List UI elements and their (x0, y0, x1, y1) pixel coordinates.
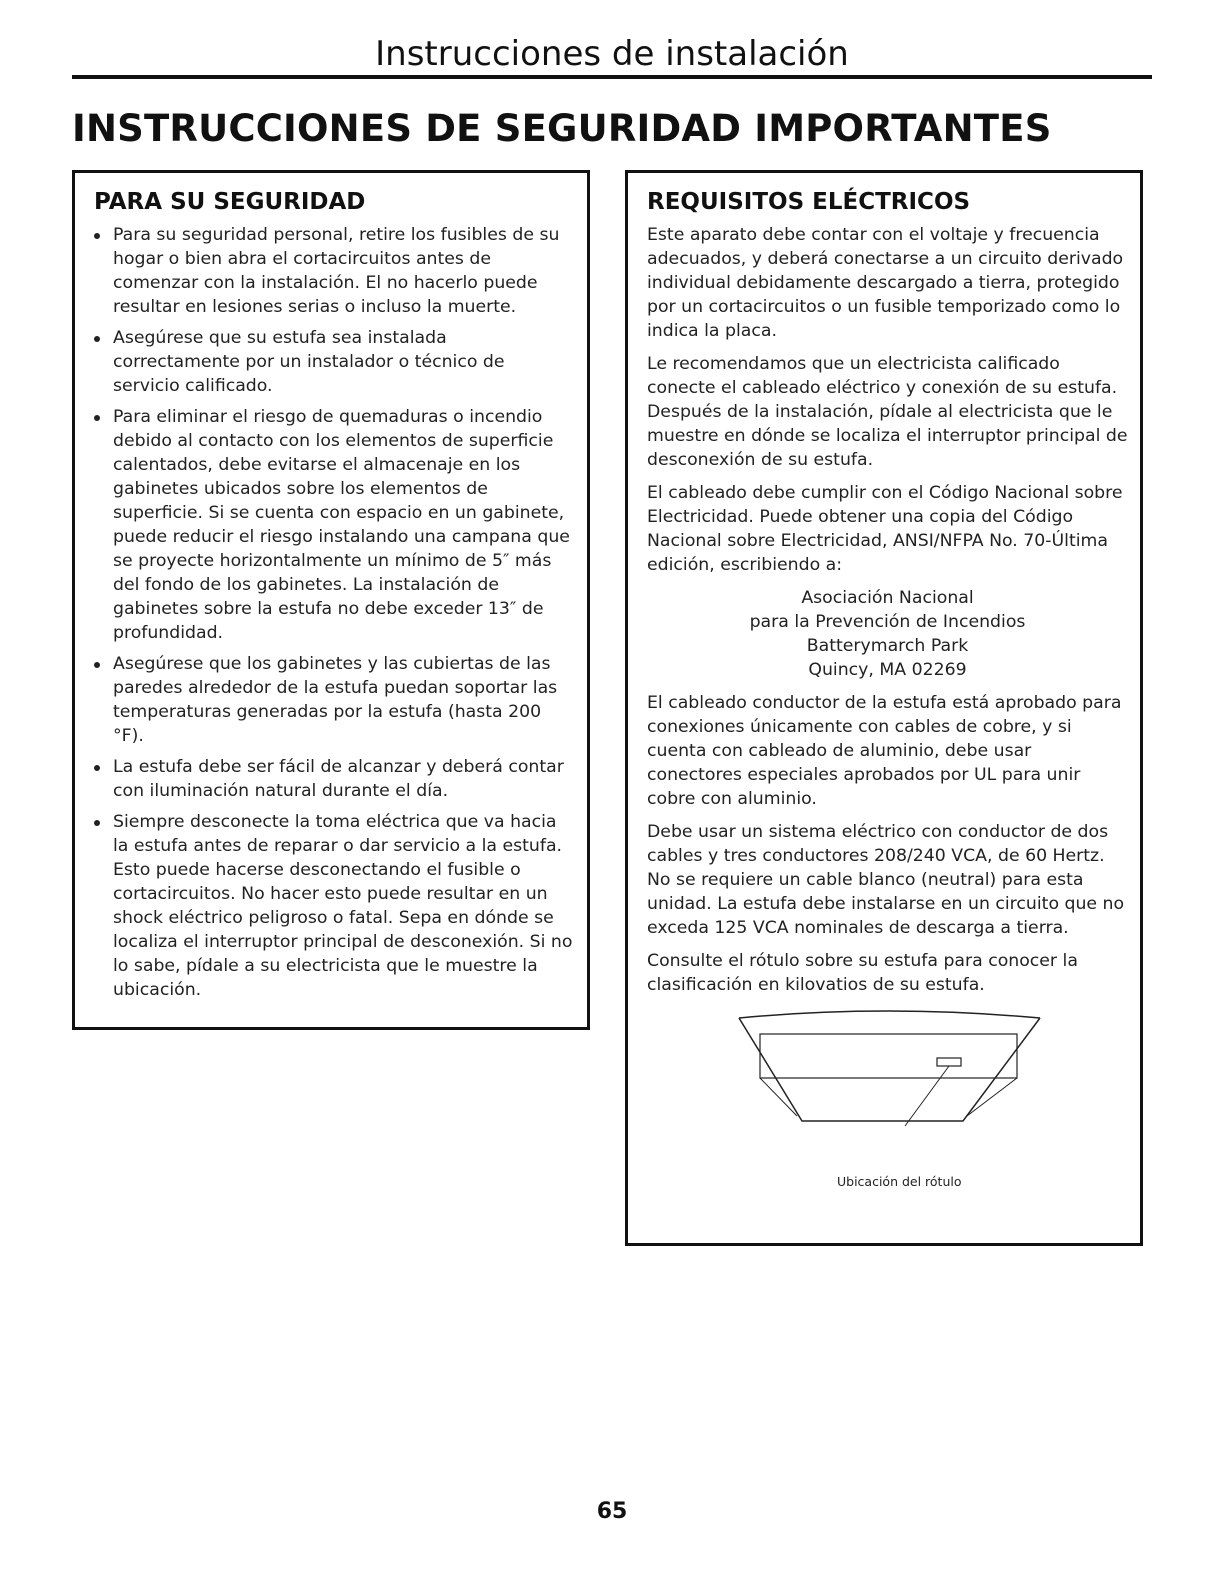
address-line: Quincy, MA 02269 (808, 660, 967, 680)
safety-bullet-text: Para su seguridad personal, retire los fusibles de su hogar o bien abra el cortacircuitos antes de comenzar con la instalación. El no hacerlo puede resultar en lesiones serias o incluso la muerte. (113, 225, 560, 317)
safety-bullet-item (94, 223, 573, 319)
safety-bullet-text: Asegúrese que los gabinetes y las cubiertas de las paredes alrededor de la estufa puedan soportar las temperaturas generadas por la estufa (hasta 200 °F). (113, 654, 558, 746)
page-number: 65 (596, 1499, 628, 1524)
bullet-icon (94, 765, 100, 771)
safety-bullet-text: Para eliminar el riesgo de quemaduras o incendio debido al contacto con los elementos de superficie calentados, debe evitarse el almacenaje en los gabinetes ubicados sobre los elementos de superficie. Si se cuenta con espacio en un gabinete, puede reducir el riesgo instalando una campana que se proyecte horizontalmente un mínimo de 5″ más del fondo de los gabinetes. La instalación de gabinetes sobre la estufa no debe exceder 13″ de profundidad. (113, 407, 570, 643)
address-line: Asociación Nacional (801, 588, 974, 608)
safety-bullet-text: Asegúrese que su estufa sea instalada correctamente por un instalador o técnico de servicio calificado. (113, 328, 505, 396)
rating-label-figure (647, 1006, 1127, 1206)
bullet-icon (94, 820, 100, 826)
bullet-icon (94, 662, 100, 668)
safety-bullet-text: Siempre desconecte la toma eléctrica que va hacia la estufa antes de reparar o dar servicio a la estufa. Esto puede hacerse desconectando el fusible o cortacircuitos. No hacer esto puede resultar en un shock eléctrico peligroso o fatal. Sepa en dónde se localiza el interruptor principal de desconexión. Si no lo sabe, pídale a su electricista que le muestre la ubicación. (113, 812, 573, 1000)
safety-bullet-item (94, 405, 573, 645)
electrical-paragraph: Consulte el rótulo sobre su estufa para conocer la clasificación en kilovatios de su estufa. (647, 951, 1078, 995)
safety-bullet-item (94, 755, 573, 803)
safety-bullet-text: La estufa debe ser fácil de alcanzar y deberá contar con iluminación natural durante el día. (113, 757, 564, 801)
electrical-box-title: REQUISITOS ELÉCTRICOS (647, 189, 971, 215)
safety-bullet-item (94, 326, 573, 398)
safety-box-title: PARA SU SEGURIDAD (94, 189, 366, 215)
figure-caption: Ubicación del rótulo (837, 1174, 962, 1189)
nfpa-address (647, 586, 1128, 682)
page-header-title: Instrucciones de instalación (375, 34, 849, 74)
electrical-paragraph: El cableado conductor de la estufa está aprobado para conexiones únicamente con cables de cobre, y si cuenta con cableado de aluminio, debe usar conectores especiales aprobados por UL para unir cobre con aluminio. (647, 693, 1122, 809)
safety-bullet-item (94, 652, 573, 748)
electrical-paragraph: Este aparato debe contar con el voltaje y frecuencia adecuados, y deberá conectarse a un circuito derivado individual debidamente descargado a tierra, protegido por un cortacircuitos o un fusible temporizado como lo indica la placa. (647, 225, 1124, 341)
rating-label-icon (937, 1058, 961, 1066)
safety-bullet-item (94, 810, 573, 1002)
bullet-icon (94, 415, 100, 421)
electrical-paragraph: El cableado debe cumplir con el Código Nacional sobre Electricidad. Puede obtener una copia del Código Nacional sobre Electricidad, ANSI/NFPA No. 70-Última edición, escribiendo a: (647, 483, 1123, 575)
electrical-paragraph: Debe usar un sistema eléctrico con conductor de dos cables y tres conductores 208/240 VCA, de 60 Hertz. No se requiere un cable blanco (neutral) para esta unidad. La estufa debe instalarse en un circuito que no exceda 125 VCA nominales de descarga a tierra. (647, 822, 1125, 938)
safety-bullet-list (94, 223, 573, 1002)
safety-box (72, 170, 590, 1030)
electrical-box (625, 170, 1143, 1246)
electrical-paragraph: Le recomendamos que un electricista calificado conecte el cableado eléctrico y conexión de su estufa. Después de la instalación, pídale al electricista que le muestre en dónde se localiza el interruptor principal de desconexión de su estufa. (647, 354, 1128, 470)
bullet-icon (94, 336, 100, 342)
header-divider (72, 75, 1152, 79)
main-heading: INSTRUCCIONES DE SEGURIDAD IMPORTANTES (72, 107, 1052, 150)
address-line: para la Prevención de Incendios (749, 612, 1026, 632)
address-line: Batterymarch Park (806, 636, 969, 656)
bullet-icon (94, 233, 100, 239)
